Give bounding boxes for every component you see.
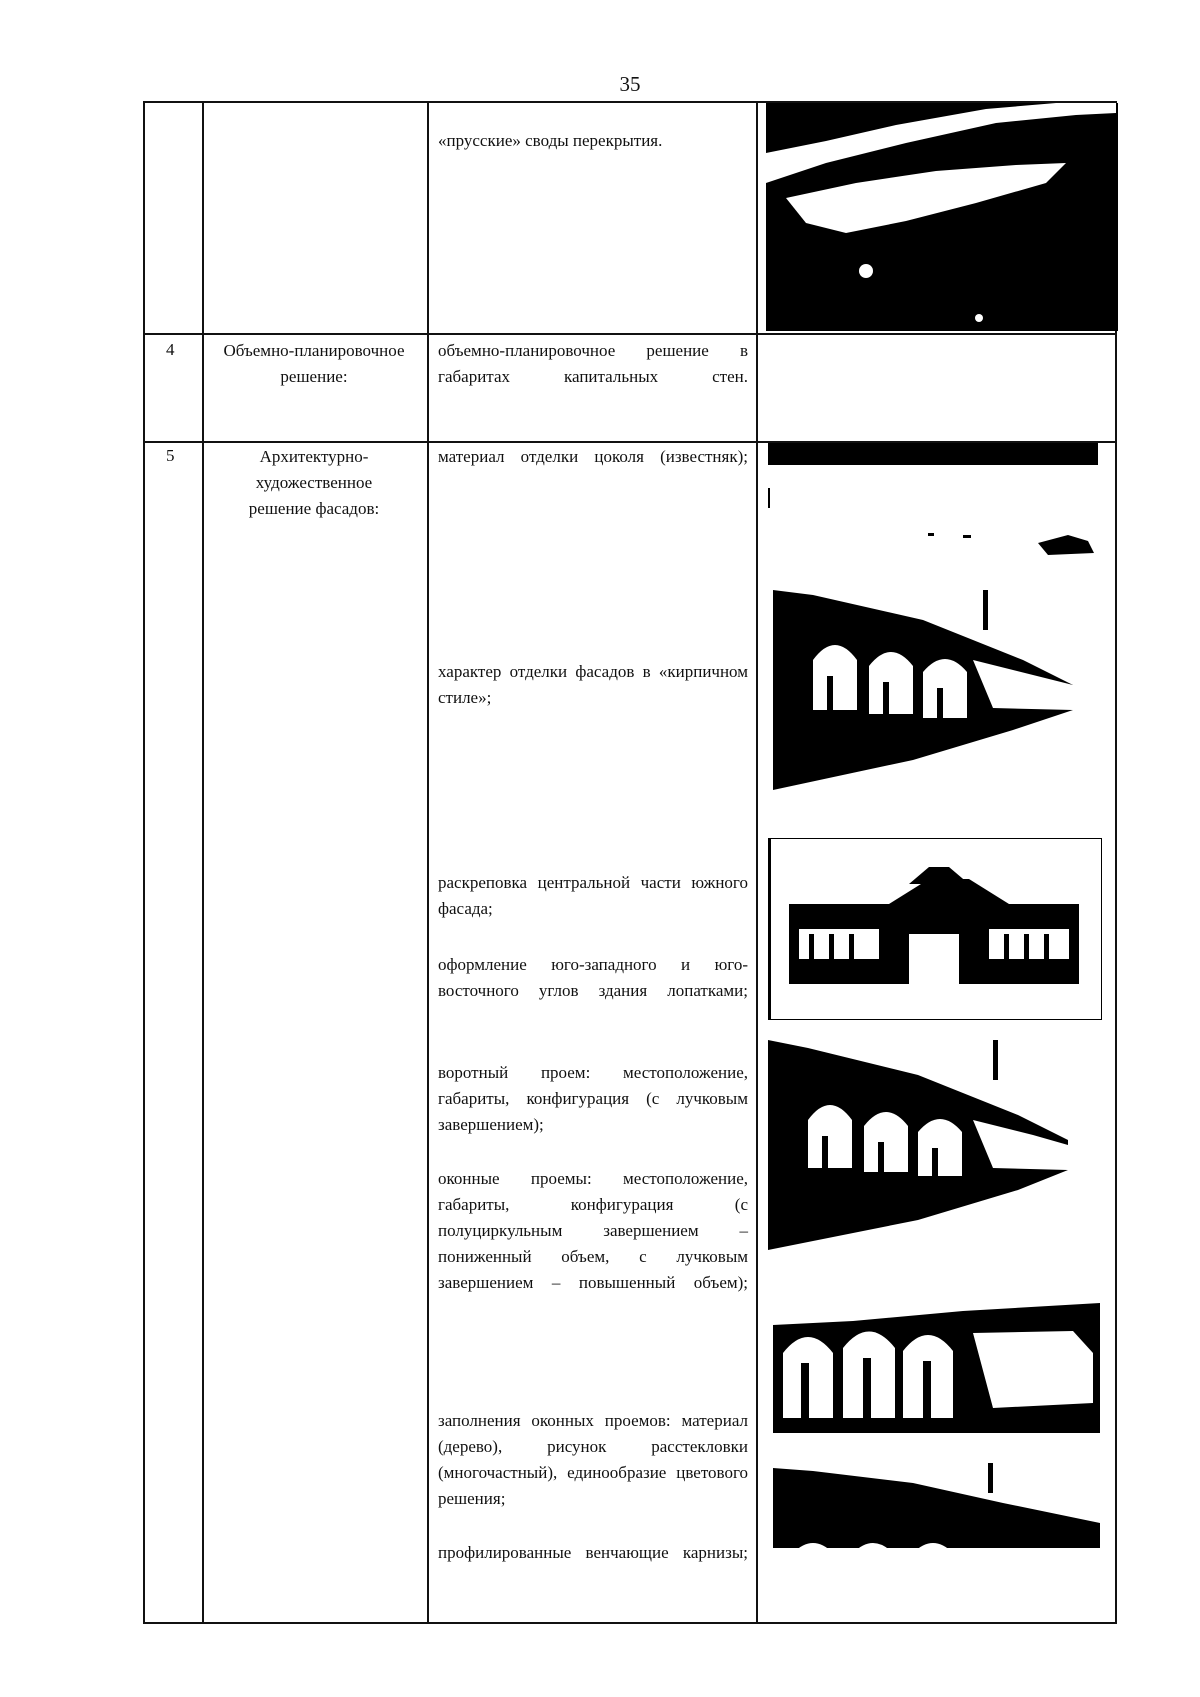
south-facade-photo [768,838,1102,1020]
row-item-text: материал отделки цоколя (известняк); [438,447,748,466]
row-name: Объемно-планировочное решение: [223,341,405,386]
row-item-text: оконные проемы: местоположение, габариты, конфигурация (с полуциркульным завершением – пониженный объем, с лучковым завершением – повышенный объем); [438,1169,748,1292]
row-item-text: оформление юго-западного и юго-восточного углов здания лопатками; [438,955,748,1000]
row-item-text: «прусские» своды перекрытия. [438,131,663,150]
row-item-text: объемно-планировочное решение в габаритах капитальных стен. [438,341,748,386]
page-number: 35 [619,72,641,96]
row-name: Архитектурно-художественное решение фасадов: [248,447,380,518]
row-item-text: воротный проем: местоположение, габариты, конфигурация (с лучковым завершением); [438,1063,748,1134]
row-number: 5 [166,446,175,465]
gate-opening-photo [768,1040,1100,1255]
plinth-photo [768,443,1100,563]
cornice-photo [773,1463,1100,1558]
vaulted-ceiling-photo [766,103,1118,331]
brick-facade-photo [773,590,1103,800]
row-item-text: раскреповка центральной части южного фасада; [438,873,748,918]
row-item-text: характер отделки фасадов в «кирпичном стиле»; [438,662,748,707]
row-item-text: заполнения оконных проемов: материал (дерево), рисунок расстекловки (многочастный), единообразие цветового решения; [438,1411,748,1508]
row-number: 4 [166,340,175,359]
window-arches-photo [773,1293,1100,1433]
row-item-text: профилированные венчающие карнизы; [438,1543,748,1562]
